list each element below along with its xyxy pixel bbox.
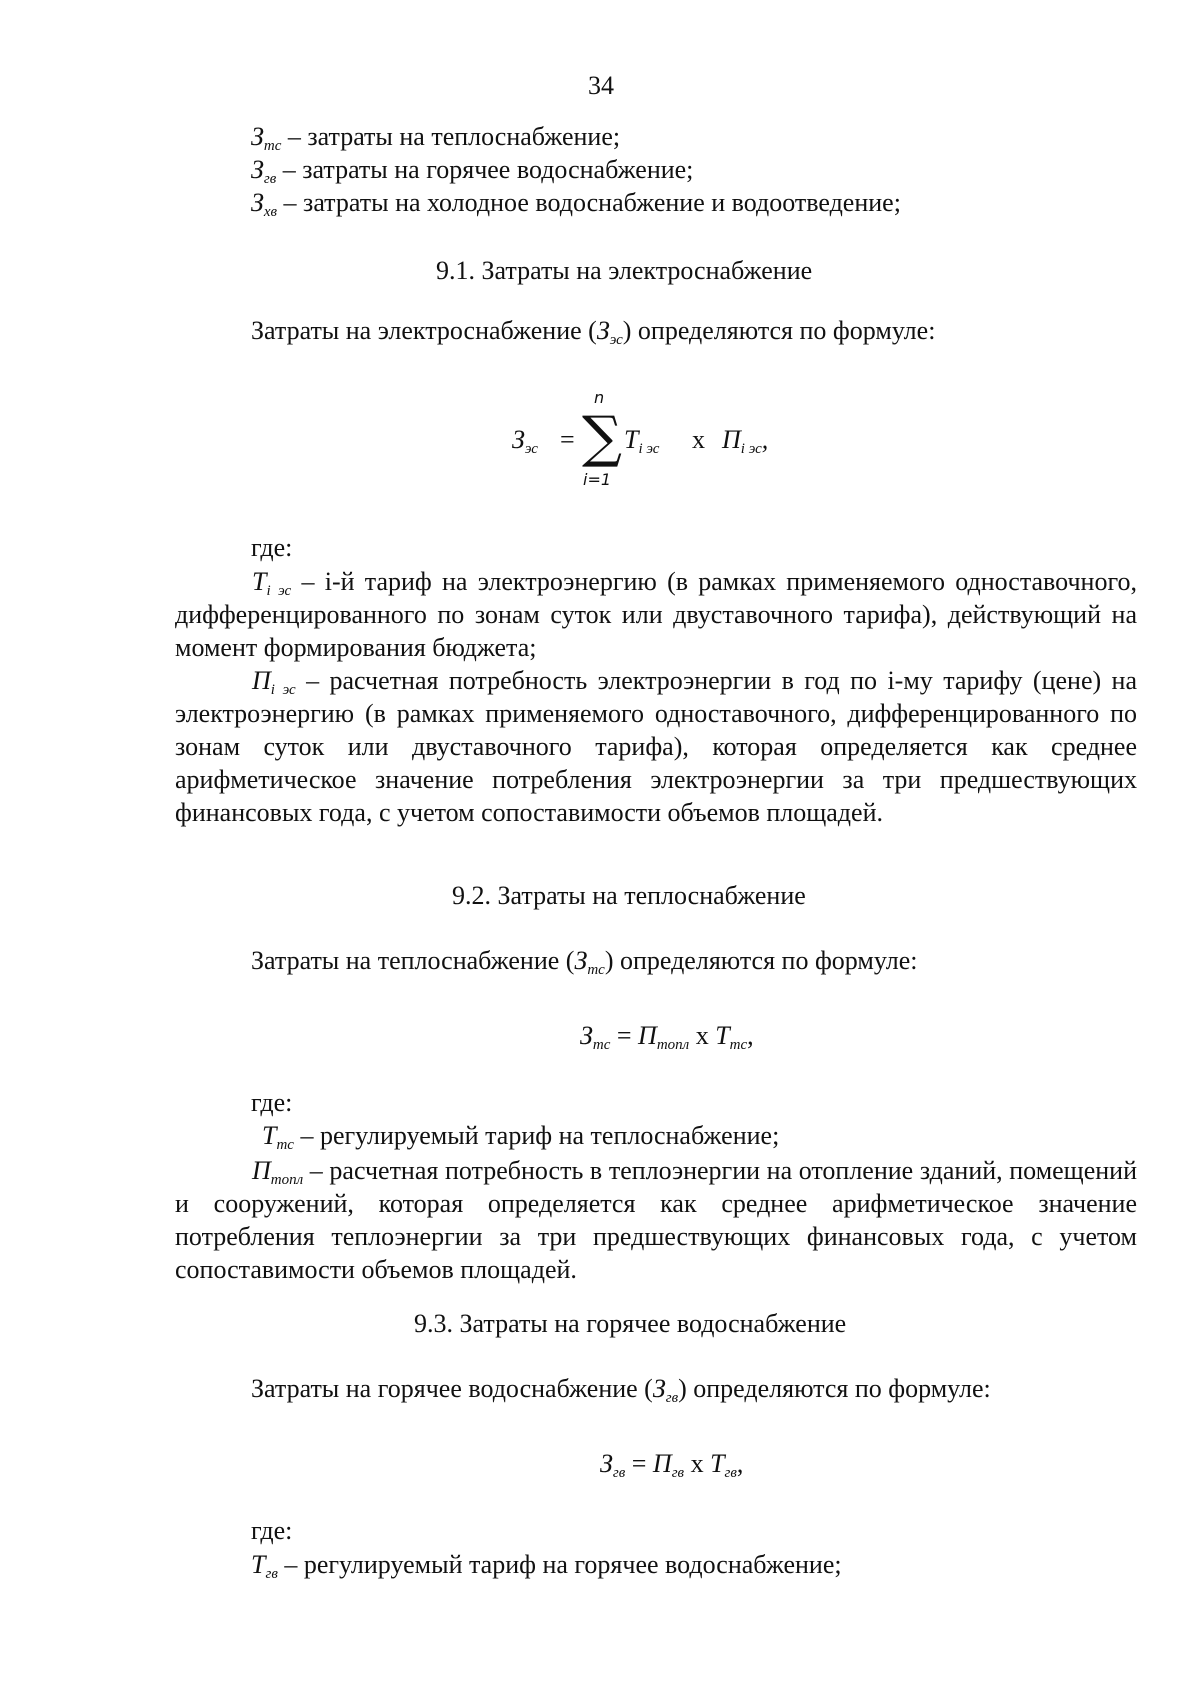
equals-sign: = — [560, 425, 575, 454]
symbol: T — [251, 1550, 266, 1579]
symbol-subscript: гв — [665, 1390, 679, 1406]
symbol-subscript: i эс — [270, 682, 296, 698]
symbol: T — [262, 1121, 277, 1150]
definition-paragraph — [175, 1154, 1137, 1286]
intro-text: Затраты на электроснабжение ( — [251, 316, 597, 345]
multiply-sign: x — [692, 425, 705, 454]
symbol: З — [251, 122, 264, 151]
definition-line — [251, 154, 693, 186]
symbol-subscript: тс — [263, 138, 282, 154]
intro-text: ) определяются по формуле: — [622, 316, 936, 345]
symbol: З — [574, 946, 588, 975]
intro-text: Затраты на горячее водоснабжение ( — [251, 1374, 653, 1403]
definition-text: – затраты на теплоснабжение; — [281, 122, 621, 151]
definition-text: – регулируемый тариф на горячее водоснабжение; — [277, 1550, 842, 1579]
definition-line — [262, 1120, 779, 1152]
formula-intro — [251, 1373, 991, 1405]
definition-line — [251, 121, 620, 153]
section-heading: 9.1. Затраты на электроснабжение — [436, 256, 813, 285]
definition-line — [251, 187, 901, 219]
symbol: З — [251, 188, 264, 217]
definition-text: – расчетная потребность электроэнергии в год по i-му тарифу (цене) на электроэнергию (в рамках применяемого одноставочного, дифференцированного по зонам суток или двуставочного тарифа), которая определяется как среднее арифметическое значение потребления электроэнергии за три предшествующих финансовых года, с учетом сопоставимости объемов площадей. — [175, 666, 1138, 827]
symbol-subscript: топл — [270, 1172, 304, 1188]
sum-lower-limit: i=1 — [583, 470, 612, 489]
summation-sign: ∑ — [582, 405, 622, 470]
symbol-subscript: гв — [265, 1566, 278, 1582]
formula-intro — [251, 945, 917, 977]
symbol-subscript: хв — [263, 204, 278, 220]
formula-heat: $З_{тс} = П_{топл}$ x $T_{тс}$, — [580, 1021, 754, 1053]
definition-text: – затраты на холодное водоснабжение и водоотведение; — [277, 188, 901, 217]
page-number: 34 — [588, 71, 614, 100]
intro-text: ) определяются по формуле: — [678, 1374, 991, 1403]
formula-intro — [251, 315, 935, 347]
where-label: где: — [251, 533, 293, 562]
definition-text: – затраты на горячее водоснабжение; — [276, 155, 694, 184]
definition-line — [251, 1549, 842, 1581]
symbol-subscript: гв — [263, 171, 277, 187]
symbol: П — [252, 1156, 271, 1185]
sum-upper-limit: n — [594, 388, 605, 407]
formula-tariff: $T_{i эс}$ — [624, 425, 660, 457]
symbol-subscript: эс — [609, 332, 623, 348]
symbol-subscript: тс — [276, 1137, 294, 1153]
symbol: З — [652, 1374, 666, 1403]
formula-hot-water: $З_{гв} = П_{гв}$ x $T_{гв}$, — [600, 1449, 744, 1481]
where-label: где: — [251, 1516, 293, 1545]
definition-text: – i-й тариф на электроэнергию (в рамках применяемого одноставочного, дифференцированного по зонам суток или двуставочного тарифа), действующий на момент формирования бюджета; — [175, 567, 1137, 662]
definition-text: – расчетная потребность в теплоэнергии на отопление зданий, помещений и сооружений, которая определяется как среднее арифметическое значение потребления теплоэнергии за три предшествующих финансовых года, с учетом сопоставимости объемов площадей. — [175, 1156, 1137, 1284]
symbol: П — [252, 666, 271, 695]
formula-lhs: $З_{эс}$ — [512, 425, 538, 457]
where-label: где: — [251, 1088, 293, 1117]
definition-paragraph — [175, 565, 1137, 664]
intro-text: Затраты на теплоснабжение ( — [251, 946, 575, 975]
symbol-subscript: тс — [587, 962, 605, 978]
symbol: З — [251, 155, 264, 184]
definition-text: – регулируемый тариф на теплоснабжение; — [293, 1121, 780, 1150]
definition-paragraph — [175, 664, 1137, 829]
formula-demand: $П_{i эс}$, — [722, 425, 769, 457]
section-heading: 9.3. Затраты на горячее водоснабжение — [414, 1309, 847, 1338]
section-heading: 9.2. Затраты на теплоснабжение — [452, 881, 806, 910]
symbol-subscript: i эс — [266, 583, 292, 599]
symbol: T — [252, 567, 267, 596]
intro-text: ) определяются по формуле: — [604, 946, 918, 975]
symbol: З — [596, 316, 610, 345]
